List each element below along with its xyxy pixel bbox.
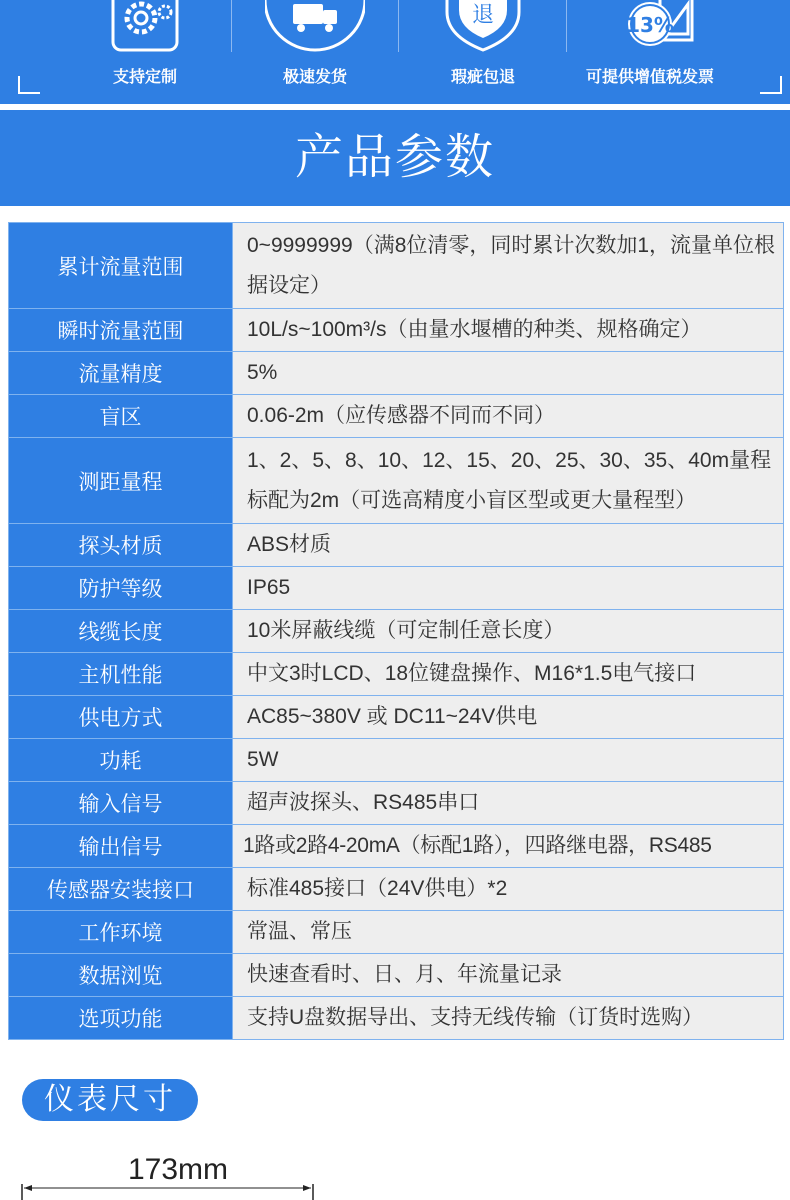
feature-fast-shipping bbox=[235, 0, 395, 104]
feature-label: 极速发货 bbox=[282, 69, 347, 86]
param-key: 输出信号 bbox=[9, 825, 233, 868]
param-key: 供电方式 bbox=[9, 696, 233, 739]
divider bbox=[231, 0, 232, 52]
param-value: ABS材质 bbox=[233, 524, 784, 567]
feature-label: 瑕疵包退 bbox=[450, 69, 515, 86]
param-key: 传感器安装接口 bbox=[9, 868, 233, 911]
divider bbox=[566, 0, 567, 52]
svg-text:退: 退 bbox=[471, 3, 495, 28]
table-row bbox=[9, 868, 784, 911]
param-key: 线缆长度 bbox=[9, 610, 233, 653]
table-row bbox=[9, 739, 784, 782]
dimension-width-label: 173mm bbox=[128, 1153, 229, 1186]
param-value: 10L/s~100m³/s（由量水堰槽的种类、规格确定） bbox=[233, 309, 784, 352]
table-row bbox=[9, 610, 784, 653]
param-key: 输入信号 bbox=[9, 782, 233, 825]
table-row bbox=[9, 223, 784, 309]
param-key: 主机性能 bbox=[9, 653, 233, 696]
feature-label: 支持定制 bbox=[112, 69, 177, 86]
param-key: 工作环境 bbox=[9, 911, 233, 954]
param-value: 1、2、5、8、10、12、15、20、25、30、35、40m量程标配为2m（可选高精度小盲区型或更大量程型） bbox=[233, 438, 784, 524]
param-key: 选项功能 bbox=[9, 997, 233, 1040]
table-row bbox=[9, 524, 784, 567]
table-row bbox=[9, 653, 784, 696]
param-value: 支持U盘数据导出、支持无线传输（订货时选购） bbox=[233, 997, 784, 1040]
corner-bracket-left bbox=[18, 76, 40, 94]
table-row bbox=[9, 997, 784, 1040]
table-row bbox=[9, 782, 784, 825]
dimension-arrow bbox=[20, 1182, 315, 1200]
param-value: 10米屏蔽线缆（可定制任意长度） bbox=[233, 610, 784, 653]
section-title: 产品参数 bbox=[294, 131, 495, 184]
param-key: 探头材质 bbox=[9, 524, 233, 567]
param-value: 0~9999999（满8位清零，同时累计次数加1，流量单位根据设定） bbox=[233, 223, 784, 309]
param-key: 累计流量范围 bbox=[9, 223, 233, 309]
param-value: 快速查看时、日、月、年流量记录 bbox=[233, 954, 784, 997]
param-value: 超声波探头、RS485串口 bbox=[233, 782, 784, 825]
corner-bracket-right bbox=[760, 76, 782, 94]
param-key: 瞬时流量范围 bbox=[9, 309, 233, 352]
invoice-badge: 13% bbox=[626, 13, 674, 37]
return-shield-icon bbox=[433, 0, 533, 54]
param-value: 中文3时LCD、18位键盘操作、M16*1.5电气接口 bbox=[233, 653, 784, 696]
truck-icon bbox=[265, 0, 365, 54]
param-key: 流量精度 bbox=[9, 352, 233, 395]
param-value: 1路或2路4-20mA（标配1路），四路继电器，RS485 bbox=[233, 825, 784, 868]
param-key: 测距量程 bbox=[9, 438, 233, 524]
param-value: 常温、常压 bbox=[233, 911, 784, 954]
param-key: 数据浏览 bbox=[9, 954, 233, 997]
param-value: 5W bbox=[233, 739, 784, 782]
feature-invoice bbox=[570, 0, 730, 104]
table-row bbox=[9, 438, 784, 524]
table-row bbox=[9, 309, 784, 352]
gears-icon bbox=[95, 0, 195, 54]
section-title-bar bbox=[0, 110, 790, 206]
table-row bbox=[9, 954, 784, 997]
table-row bbox=[9, 911, 784, 954]
table-row bbox=[9, 352, 784, 395]
param-value: IP65 bbox=[233, 567, 784, 610]
param-value: AC85~380V 或 DC11~24V供电 bbox=[233, 696, 784, 739]
table-row bbox=[9, 567, 784, 610]
feature-banner bbox=[0, 0, 790, 104]
param-key: 功耗 bbox=[9, 739, 233, 782]
divider bbox=[398, 0, 399, 52]
param-key: 盲区 bbox=[9, 395, 233, 438]
table-row bbox=[9, 696, 784, 739]
param-value: 5% bbox=[233, 352, 784, 395]
table-row bbox=[9, 825, 784, 868]
feature-customization bbox=[65, 0, 225, 104]
feature-label: 可提供增值税发票 bbox=[585, 69, 714, 86]
param-value: 0.06-2m（应传感器不同而不同） bbox=[233, 395, 784, 438]
param-key: 防护等级 bbox=[9, 567, 233, 610]
dimensions-heading: 仪表尺寸 bbox=[22, 1079, 198, 1121]
param-value: 标准485接口（24V供电）*2 bbox=[233, 868, 784, 911]
feature-return bbox=[403, 0, 563, 104]
parameter-table bbox=[8, 222, 784, 1040]
table-row bbox=[9, 395, 784, 438]
invoice-13-percent-icon bbox=[600, 0, 700, 54]
